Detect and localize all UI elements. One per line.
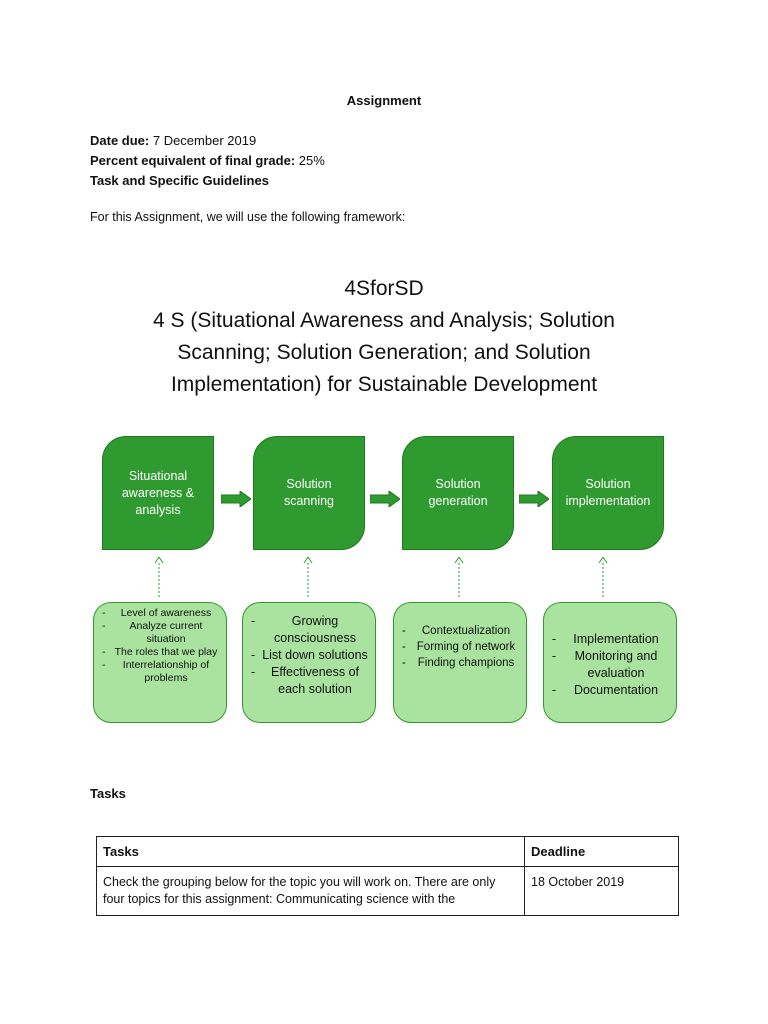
detail-item: - Effectiveness of each solution [243, 664, 375, 698]
date-due-line [90, 131, 256, 151]
task-guidelines-heading: Task and Specific Guidelines [90, 173, 269, 188]
detail-item: - Contextualization [394, 623, 526, 639]
percent-label: Percent equivalent of final grade: [90, 153, 296, 168]
dashed-up-arrow-icon [154, 557, 164, 597]
framework-subtitle-line-3: Implementation) for Sustainable Development [170, 373, 598, 396]
document-title: Assignment [346, 93, 422, 108]
tasks-heading: Tasks [90, 786, 126, 801]
detail-item: - Documentation [544, 682, 676, 699]
detail-item: - Implementation [544, 631, 676, 648]
detail-item: - Interrelationship of problems [94, 659, 226, 685]
intro-text: For this Assignment, we will use the following framework: [90, 210, 406, 224]
task-cell: Check the grouping below for the topic you will work on. There are only four topics for this assignment: Communicating science with the [97, 867, 525, 916]
detail-item: - Analyze current situation [94, 620, 226, 646]
dashed-up-arrow-icon [303, 557, 313, 597]
framework-subtitle-line-2: Scanning; Solution Generation; and Solution [177, 341, 591, 364]
dashed-up-arrow-icon [454, 557, 464, 597]
detail-box-generation [393, 602, 527, 723]
dashed-up-arrow-icon [598, 557, 608, 597]
stage-solution-generation: Solution generation [402, 436, 514, 550]
table-row [97, 867, 679, 916]
stage-solution-scanning: Solution scanning [253, 436, 365, 550]
header-deadline: Deadline [525, 837, 679, 867]
header-tasks: Tasks [97, 837, 525, 867]
table-header-row [97, 837, 679, 867]
detail-item: - Monitoring and evaluation [544, 648, 676, 682]
framework-title: 4SforSD [344, 277, 424, 300]
arrow-right-icon [221, 491, 251, 507]
detail-box-situational [93, 602, 227, 723]
detail-item: - Finding champions [394, 655, 526, 671]
detail-item: - List down solutions [243, 647, 375, 664]
date-due-value: 7 December 2019 [149, 133, 257, 148]
date-due-label: Date due: [90, 133, 150, 148]
detail-item: - The roles that we play [94, 646, 226, 659]
detail-item: - Level of awareness [94, 607, 226, 620]
percent-line [90, 151, 325, 171]
stage-solution-implementation: Solution implementation [552, 436, 664, 550]
framework-subtitle-line-1: 4 S (Situational Awareness and Analysis; Solution [153, 309, 615, 332]
detail-box-scanning [242, 602, 376, 723]
deadline-cell: 18 October 2019 [525, 867, 679, 916]
stage-situational-awareness: Situational awareness & analysis [102, 436, 214, 550]
arrow-right-icon [519, 491, 549, 507]
detail-box-implementation [543, 602, 677, 723]
detail-item: - Forming of network [394, 639, 526, 655]
detail-item: - Growing consciousness [243, 613, 375, 647]
percent-value: 25% [295, 153, 325, 168]
arrow-right-icon [370, 491, 400, 507]
tasks-table [96, 836, 679, 916]
